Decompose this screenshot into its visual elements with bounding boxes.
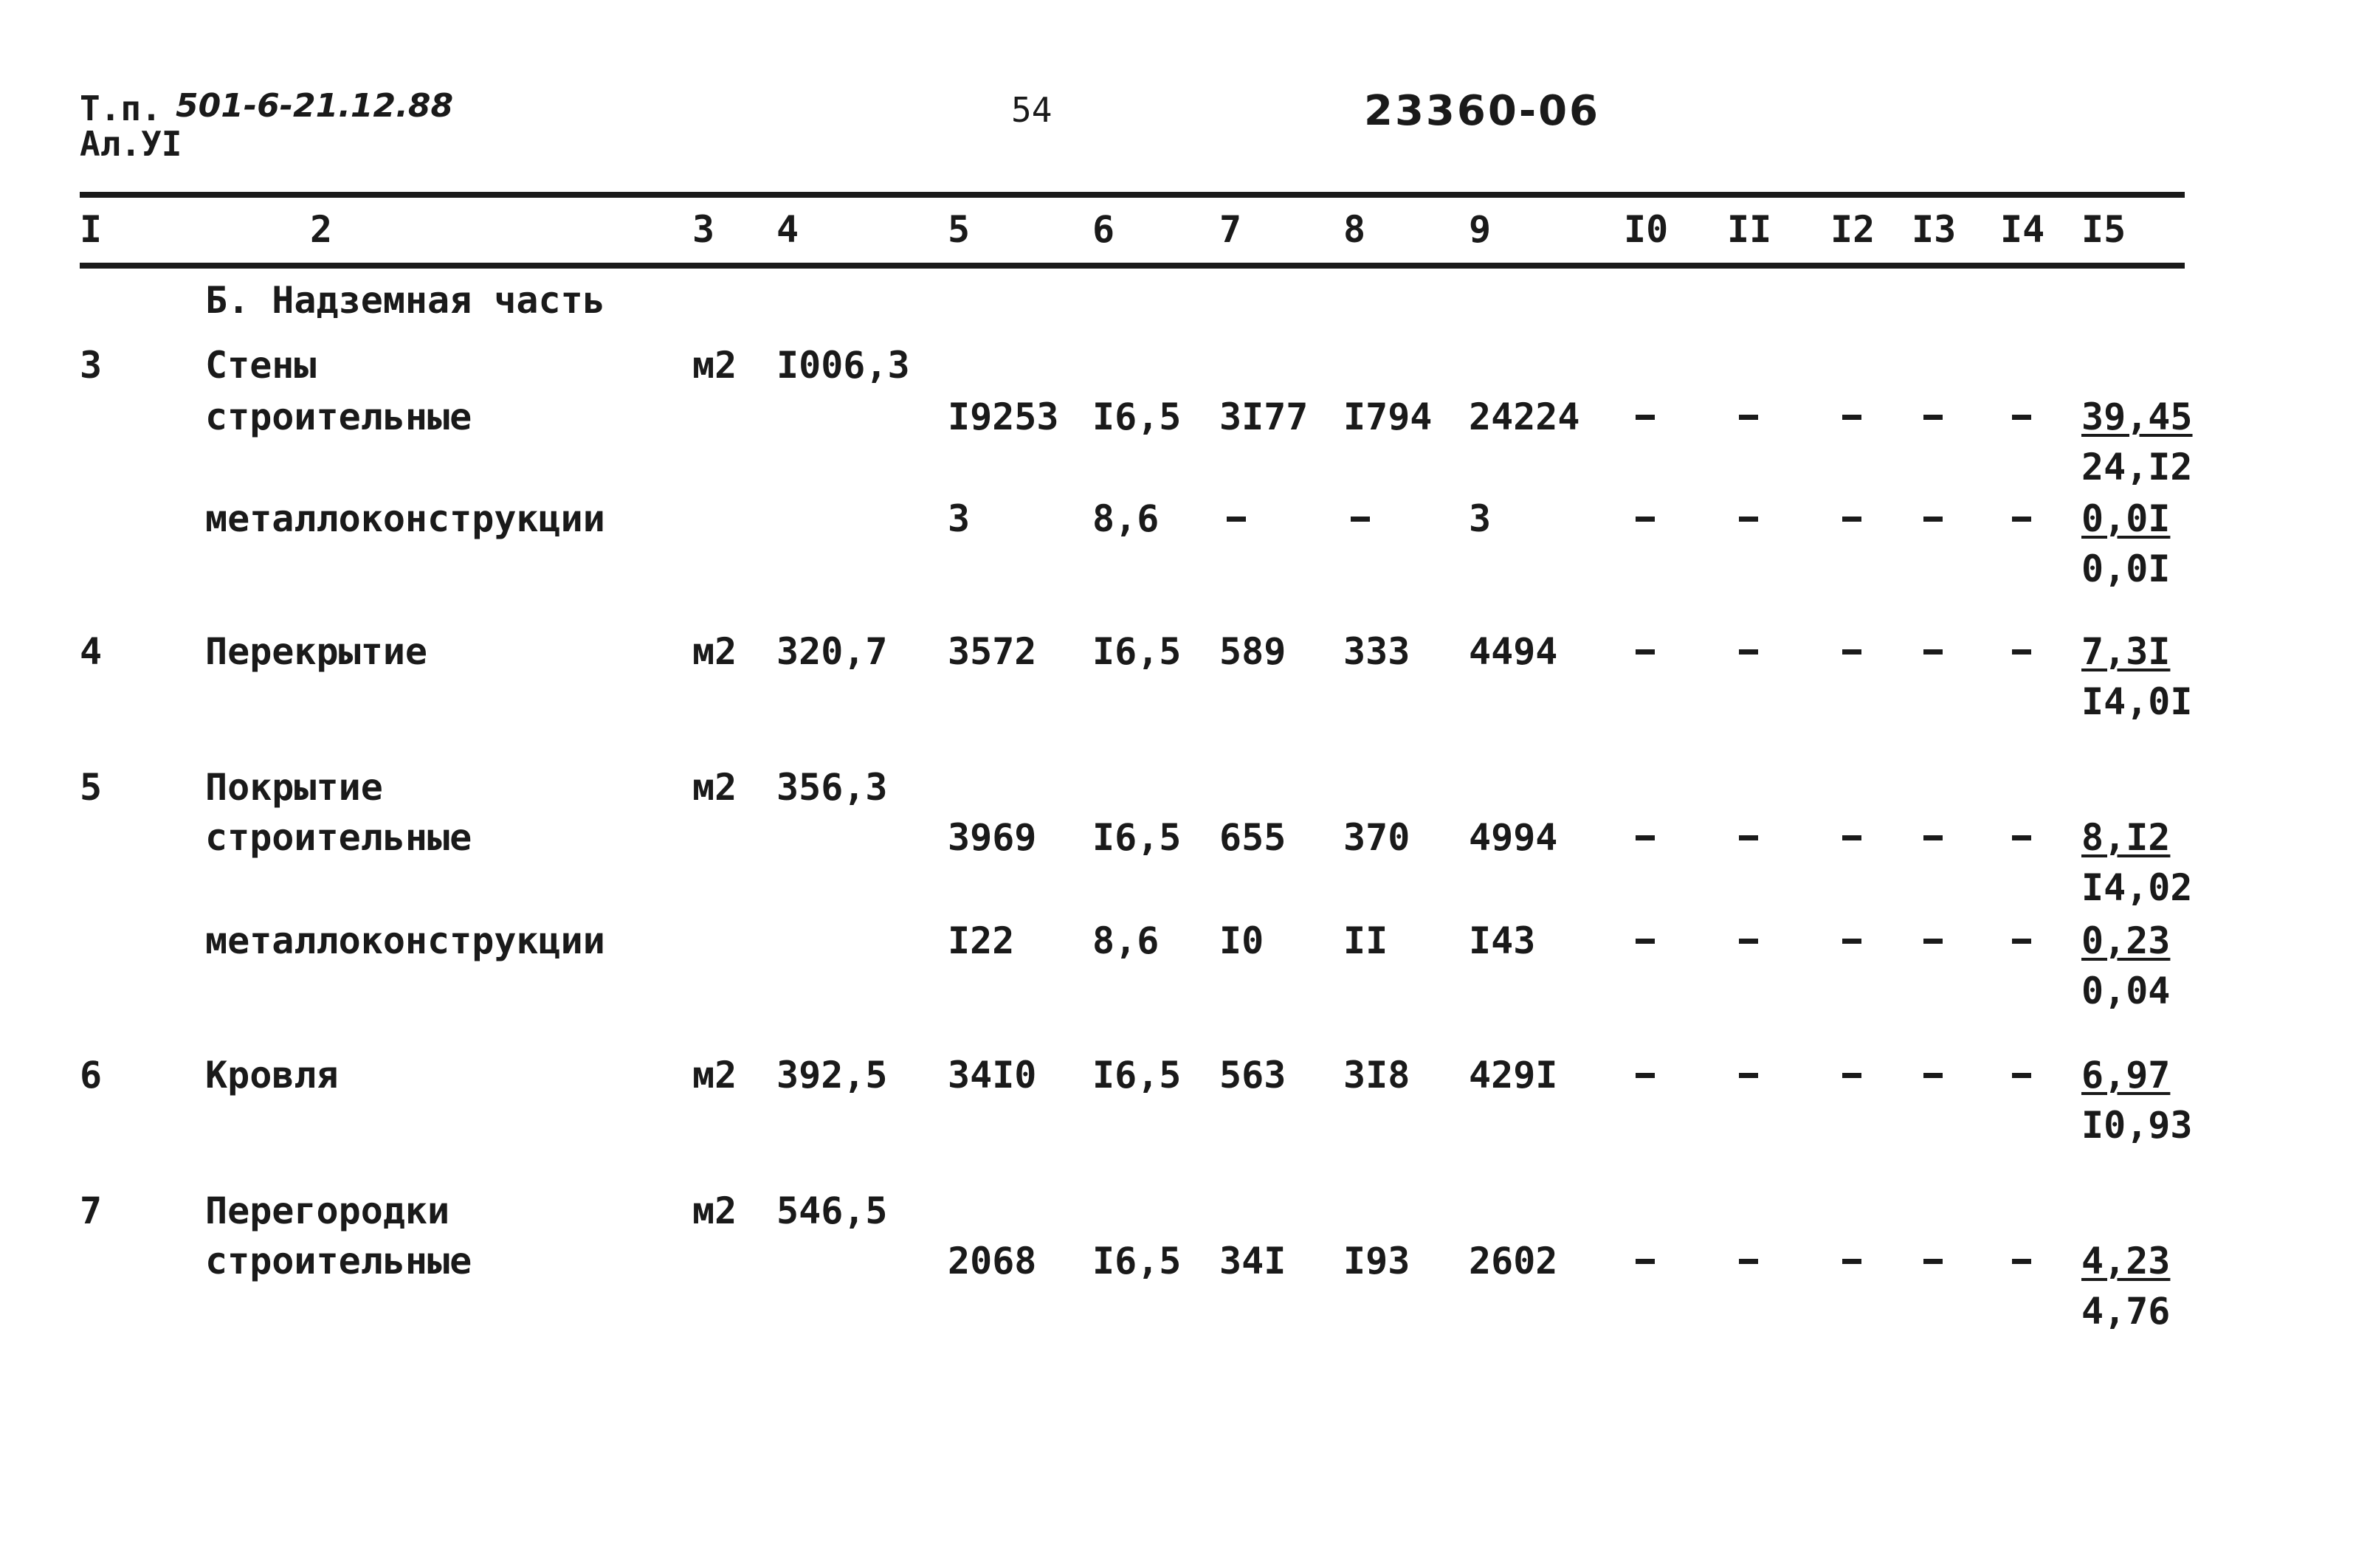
- dash-cell-c12: [1842, 415, 1861, 420]
- value-cell-c5: 3969: [948, 816, 1037, 859]
- unit-cell: м2: [692, 766, 737, 809]
- value-cell-c8: I794: [1343, 396, 1433, 438]
- dash-cell-c10: [1636, 517, 1655, 522]
- dash-cell-c10: [1636, 835, 1655, 840]
- dash-cell-c13: [1923, 415, 1943, 420]
- row-number: 5: [80, 766, 103, 809]
- fraction-denominator: I4,0I: [2081, 680, 2193, 723]
- unit-cell: м2: [692, 630, 737, 673]
- value-cell-c6: I6,5: [1092, 1054, 1182, 1096]
- dash-cell-c12: [1842, 1259, 1861, 1264]
- fraction-numerator: 8,I2: [2081, 816, 2171, 859]
- value-cell-c6: I6,5: [1092, 1240, 1182, 1282]
- value-cell-c5: I22: [948, 919, 1015, 962]
- value-cell-c6: 8,6: [1092, 497, 1160, 540]
- value-cell-c6: I6,5: [1092, 630, 1182, 673]
- column-number-4: 4: [776, 208, 799, 251]
- item-name: строительные: [205, 396, 472, 438]
- section-title: Б. Надземная часть: [205, 279, 605, 322]
- dash-cell-c14: [2012, 939, 2031, 944]
- dash-cell-c14: [2012, 649, 2031, 655]
- dash-cell-c8: [1351, 517, 1370, 522]
- row-number: 6: [80, 1054, 103, 1096]
- dash-cell-c11: [1739, 939, 1758, 944]
- value-cell-c9: 4994: [1469, 816, 1558, 859]
- page-number: 54: [1011, 90, 1053, 130]
- value-cell-c5: 34I0: [948, 1054, 1037, 1096]
- column-number-1: I: [80, 208, 103, 251]
- column-number-3: 3: [692, 208, 715, 251]
- dash-cell-c12: [1842, 649, 1861, 655]
- column-number-8: 8: [1343, 208, 1366, 251]
- unit-cell: м2: [692, 1054, 737, 1096]
- column-number-7: 7: [1219, 208, 1242, 251]
- value-cell-c5: 3572: [948, 630, 1037, 673]
- column-number-11: II: [1727, 208, 1772, 251]
- row-number: 4: [80, 630, 103, 673]
- fraction-denominator: I4,02: [2081, 866, 2193, 909]
- tp-number: 501-6-21.12.88: [176, 87, 454, 125]
- fraction-denominator: I0,93: [2081, 1104, 2193, 1147]
- dash-cell-c14: [2012, 415, 2031, 420]
- quantity-cell: 546,5: [776, 1189, 888, 1232]
- fraction-numerator: 4,23: [2081, 1240, 2171, 1282]
- value-cell-c9: 4494: [1469, 630, 1558, 673]
- column-number-13: I3: [1912, 208, 1957, 251]
- dash-cell-c12: [1842, 835, 1861, 840]
- column-header-rule: [80, 263, 2185, 269]
- dash-cell-c7: [1227, 517, 1246, 522]
- value-cell-c9: I43: [1469, 919, 1536, 962]
- dash-cell-c11: [1739, 517, 1758, 522]
- item-name: металлоконструкции: [205, 919, 605, 962]
- unit-cell: м2: [692, 344, 737, 387]
- column-number-12: I2: [1830, 208, 1875, 251]
- fraction-denominator: 24,I2: [2081, 446, 2193, 488]
- value-cell-c7: 655: [1219, 816, 1286, 859]
- dash-cell-c10: [1636, 939, 1655, 944]
- value-cell-c8: II: [1343, 919, 1388, 962]
- dash-cell-c13: [1923, 649, 1943, 655]
- dash-cell-c10: [1636, 1259, 1655, 1264]
- quantity-cell: 320,7: [776, 630, 888, 673]
- fraction-numerator: 6,97: [2081, 1054, 2171, 1096]
- dash-cell-c14: [2012, 835, 2031, 840]
- dash-cell-c11: [1739, 1259, 1758, 1264]
- value-cell-c5: 2068: [948, 1240, 1037, 1282]
- value-cell-c6: I6,5: [1092, 816, 1182, 859]
- fraction-numerator: 7,3I: [2081, 630, 2171, 673]
- dash-cell-c13: [1923, 517, 1943, 522]
- dash-cell-c10: [1636, 415, 1655, 420]
- dash-cell-c12: [1842, 1073, 1861, 1078]
- item-name: Стены: [205, 344, 317, 387]
- value-cell-c9: 3: [1469, 497, 1492, 540]
- fraction-numerator: 39,45: [2081, 396, 2193, 438]
- value-cell-c8: I93: [1343, 1240, 1410, 1282]
- dash-cell-c12: [1842, 517, 1861, 522]
- tp-prefix: Т.п.: [80, 89, 162, 128]
- value-cell-c7: 589: [1219, 630, 1286, 673]
- column-number-6: 6: [1092, 208, 1115, 251]
- value-cell-c9: 429I: [1469, 1054, 1558, 1096]
- fraction-numerator: 0,23: [2081, 919, 2171, 962]
- column-number-2: 2: [310, 208, 333, 251]
- quantity-cell: I006,3: [776, 344, 910, 387]
- value-cell-c6: I6,5: [1092, 396, 1182, 438]
- dash-cell-c13: [1923, 1073, 1943, 1078]
- fraction-numerator: 0,0I: [2081, 497, 2171, 540]
- dash-cell-c11: [1739, 649, 1758, 655]
- dash-cell-c14: [2012, 1259, 2031, 1264]
- value-cell-c9: 24224: [1469, 396, 1580, 438]
- dash-cell-c13: [1923, 1259, 1943, 1264]
- value-cell-c7: I0: [1219, 919, 1264, 962]
- item-name: строительные: [205, 816, 472, 859]
- fraction-denominator: 0,0I: [2081, 548, 2171, 590]
- dash-cell-c14: [2012, 1073, 2031, 1078]
- quantity-cell: 356,3: [776, 766, 888, 809]
- value-cell-c7: 563: [1219, 1054, 1286, 1096]
- fraction-denominator: 4,76: [2081, 1290, 2171, 1333]
- item-name: Перегородки: [205, 1189, 450, 1232]
- top-rule: [80, 192, 2185, 198]
- column-number-10: I0: [1624, 208, 1669, 251]
- item-name: строительные: [205, 1240, 472, 1282]
- dash-cell-c13: [1923, 835, 1943, 840]
- dash-cell-c14: [2012, 517, 2031, 522]
- dash-cell-c10: [1636, 649, 1655, 655]
- value-cell-c7: 3I77: [1219, 396, 1309, 438]
- item-name: Кровля: [205, 1054, 339, 1096]
- dash-cell-c11: [1739, 415, 1758, 420]
- value-cell-c5: 3: [948, 497, 971, 540]
- row-number: 7: [80, 1189, 103, 1232]
- value-cell-c5: I9253: [948, 396, 1059, 438]
- quantity-cell: 392,5: [776, 1054, 888, 1096]
- document-code: 23360-06: [1364, 87, 1600, 135]
- column-number-15: I5: [2081, 208, 2126, 251]
- item-name: Покрытие: [205, 766, 383, 809]
- album-label: Ал.УI: [80, 124, 182, 164]
- row-number: 3: [80, 344, 103, 387]
- column-number-9: 9: [1469, 208, 1492, 251]
- item-name: Перекрытие: [205, 630, 428, 673]
- unit-cell: м2: [692, 1189, 737, 1232]
- column-number-5: 5: [948, 208, 971, 251]
- dash-cell-c12: [1842, 939, 1861, 944]
- value-cell-c8: 333: [1343, 630, 1410, 673]
- fraction-denominator: 0,04: [2081, 970, 2171, 1012]
- value-cell-c6: 8,6: [1092, 919, 1160, 962]
- dash-cell-c11: [1739, 835, 1758, 840]
- value-cell-c8: 3I8: [1343, 1054, 1410, 1096]
- value-cell-c7: 34I: [1219, 1240, 1286, 1282]
- value-cell-c9: 2602: [1469, 1240, 1558, 1282]
- item-name: металлоконструкции: [205, 497, 605, 540]
- dash-cell-c13: [1923, 939, 1943, 944]
- column-number-14: I4: [2000, 208, 2045, 251]
- value-cell-c8: 370: [1343, 816, 1410, 859]
- dash-cell-c11: [1739, 1073, 1758, 1078]
- dash-cell-c10: [1636, 1073, 1655, 1078]
